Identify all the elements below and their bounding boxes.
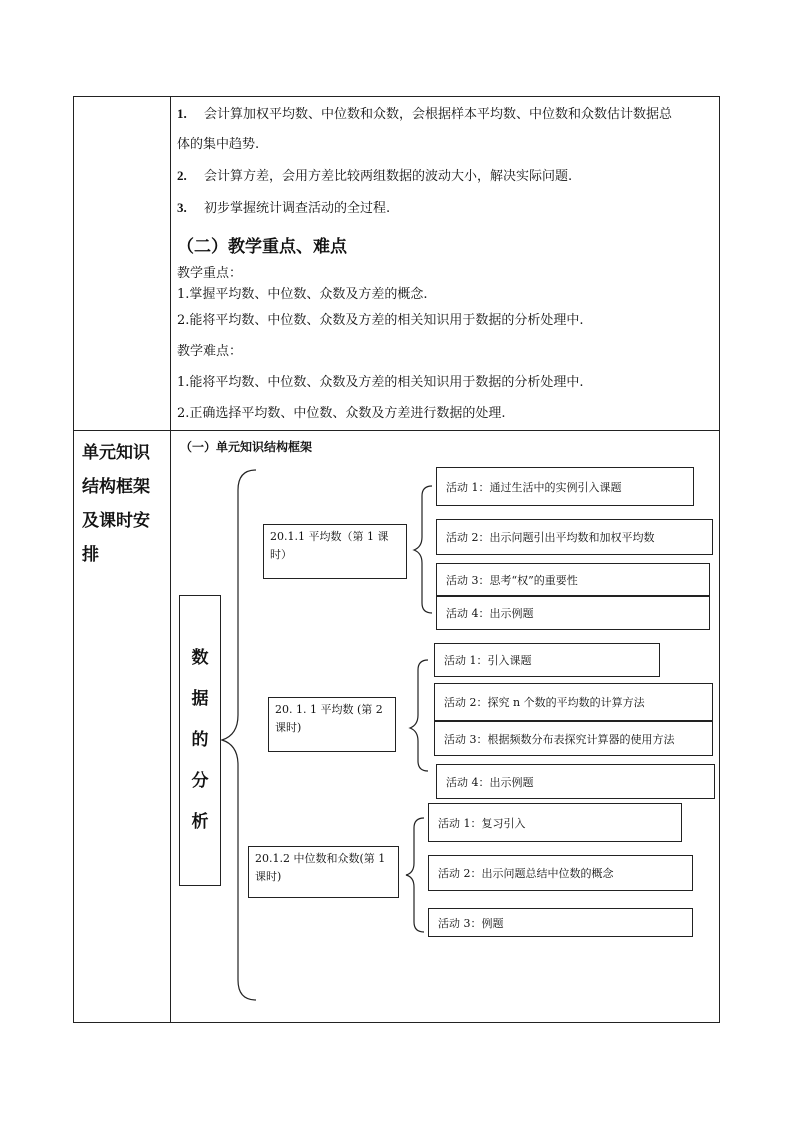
- lesson-1-activity-1: 活动 1：通过生活中的实例引入课题: [436, 467, 694, 506]
- root-node-data-analysis: 数 据 的 分 析: [179, 595, 221, 886]
- key-point-1: 1.掌握平均数、中位数、众数及方差的概念.: [177, 287, 428, 302]
- lesson-2-box: 20. 1. 1 平均数 (第 2 课时): [268, 697, 396, 752]
- lesson-3-activity-1: 活动 1：复习引入: [428, 803, 682, 842]
- lesson-2-activity-4: 活动 4：出示例题: [436, 764, 715, 799]
- lesson-3-activity-2: 活动 2：出示问题总结中位数的概念: [428, 855, 693, 891]
- section-heading-key-points: （二）教学重点、难点: [177, 237, 347, 257]
- key-points-label: 教学重点：: [177, 266, 243, 281]
- row-label-structure: 单元知识结构框架及课时安排: [82, 443, 150, 565]
- lesson-2-brace: [410, 660, 428, 771]
- difficult-point-1: 1.能将平均数、中位数、众数及方差的相关知识用于数据的分析处理中.: [177, 375, 584, 390]
- key-point-2: 2.能将平均数、中位数、众数及方差的相关知识用于数据的分析处理中.: [177, 313, 584, 328]
- structure-subheading: （一）单元知识结构框架: [180, 440, 313, 454]
- lesson-2-activity-2: 活动 2：探究 n 个数的平均数的计算方法: [434, 683, 713, 721]
- lesson-1-activity-3: 活动 3：思考“权”的重要性: [436, 563, 710, 596]
- objective-1-line-1: 1. 会计算加权平均数、中位数和众数，会根据样本平均数、中位数和众数估计数据总: [177, 106, 673, 122]
- lesson-3-activity-3: 活动 3：例题: [428, 908, 693, 937]
- difficult-points-label: 教学难点：: [177, 344, 243, 359]
- lesson-1-activity-2: 活动 2：出示问题引出平均数和加权平均数: [436, 519, 713, 555]
- lesson-3-box: 20.1.2 中位数和众数(第 1 课时): [248, 846, 399, 898]
- lesson-2-activity-3: 活动 3：根据频数分布表探究计算器的使用方法: [434, 721, 713, 756]
- lesson-1-activity-4: 活动 4：出示例题: [436, 596, 710, 630]
- objective-2: 2. 会计算方差，会用方差比较两组数据的波动大小，解决实际问题.: [177, 168, 573, 184]
- objective-3: 3. 初步掌握统计调查活动的全过程.: [177, 200, 391, 216]
- lesson-1-brace: [414, 486, 432, 613]
- objective-1-line-2: 体的集中趋势.: [177, 137, 260, 152]
- difficult-point-2: 2.正确选择平均数、中位数、众数及方差进行数据的处理.: [177, 406, 506, 421]
- lesson-3-brace: [406, 818, 424, 932]
- lesson-1-box: 20.1.1 平均数（第 1 课时）: [263, 524, 407, 579]
- lesson-2-activity-1: 活动 1：引入课题: [434, 643, 660, 677]
- root-brace: [222, 470, 256, 1000]
